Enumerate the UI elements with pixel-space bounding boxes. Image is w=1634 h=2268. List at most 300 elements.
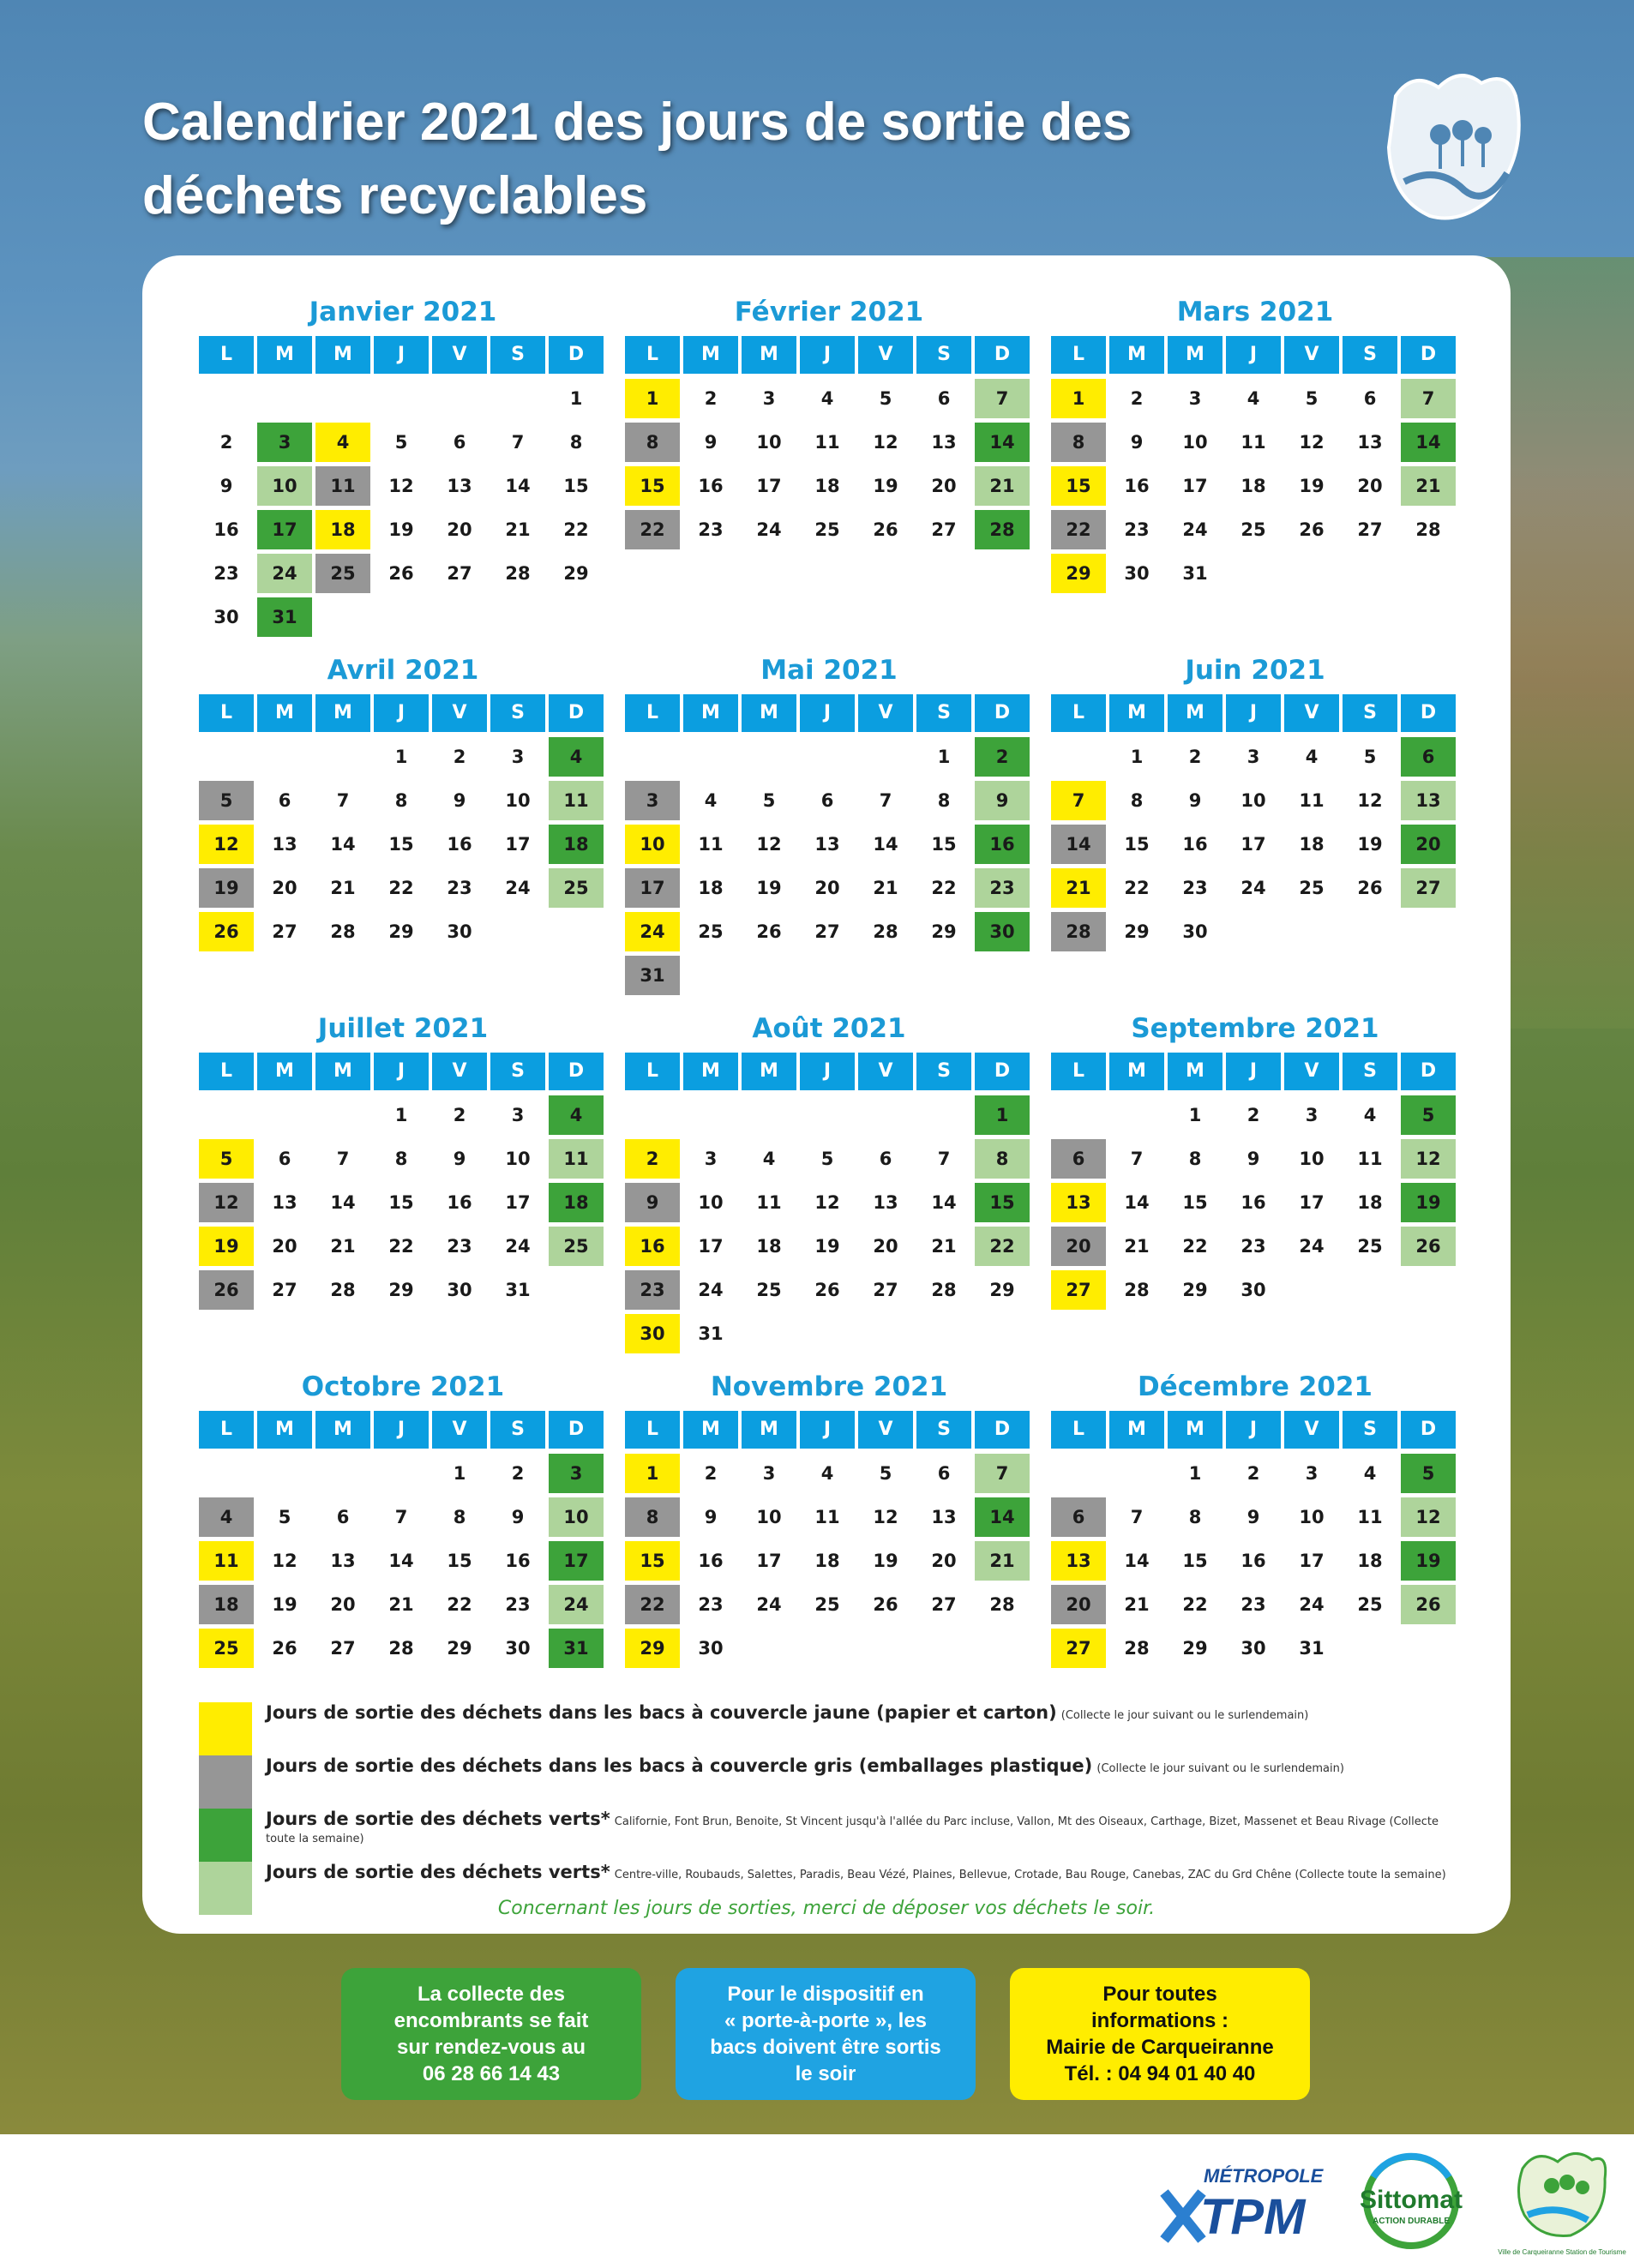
day-cell: 7	[1051, 781, 1106, 820]
day-cell: 24	[1182, 519, 1208, 540]
day-cell: 26	[199, 1270, 254, 1310]
day-cell: 28	[1124, 1280, 1150, 1300]
day-cell: 22	[1182, 1236, 1208, 1257]
legend-item-yellow	[199, 1702, 1459, 1747]
day-cell: 27	[873, 1280, 898, 1300]
weekday-label: M	[742, 1053, 796, 1090]
legend-swatch	[199, 1702, 252, 1755]
weekday-label: S	[490, 336, 545, 374]
day-cell: 2	[511, 1463, 525, 1484]
weekday-label: M	[257, 1053, 312, 1090]
day-cell: 29	[388, 921, 414, 942]
day-cell: 23	[213, 563, 239, 584]
day-cell: 26	[814, 1280, 840, 1300]
day-cell: 13	[1051, 1541, 1106, 1581]
day-cell: 12	[1401, 1497, 1456, 1537]
day-cell: 21	[1401, 466, 1456, 506]
weekday-label: M	[315, 1411, 370, 1449]
weekday-label: S	[1343, 1053, 1397, 1090]
day-cell: 7	[975, 1454, 1030, 1493]
day-cell: 29	[563, 563, 589, 584]
day-cell: 17	[1299, 1192, 1325, 1213]
day-cell: 8	[1051, 423, 1106, 462]
day-cell: 7	[879, 790, 892, 811]
weekday-label: V	[858, 1411, 913, 1449]
weekday-label: V	[432, 336, 487, 374]
day-cell: 8	[453, 1507, 466, 1527]
info-phone[interactable]: Tél. : 04 94 01 40 40	[1064, 2062, 1256, 2085]
day-cell: 25	[199, 1629, 254, 1668]
day-cell: 26	[199, 912, 254, 951]
day-cell: 10	[505, 1149, 531, 1169]
weekday-label: L	[1051, 336, 1106, 374]
weekday-label: S	[1343, 336, 1397, 374]
day-cell: 9	[1188, 790, 1202, 811]
day-cell: 22	[563, 519, 589, 540]
day-cell: 2	[1130, 388, 1144, 409]
day-cell: 28	[330, 921, 356, 942]
day-cell: 30	[447, 1280, 472, 1300]
day-cell: 19	[199, 868, 254, 908]
day-cell: 15	[625, 466, 680, 506]
day-cell: 30	[1182, 921, 1208, 942]
day-cell: 7	[394, 1507, 408, 1527]
day-cell: 14	[931, 1192, 957, 1213]
info-line: encombrants se fait	[393, 2009, 589, 2032]
day-cell: 6	[453, 432, 466, 453]
day-cell: 7	[336, 1149, 350, 1169]
day-cell: 27	[272, 1280, 297, 1300]
day-cell: 22	[975, 1227, 1030, 1266]
day-cell: 24	[756, 1594, 782, 1615]
day-cell: 17	[625, 868, 680, 908]
day-cell: 23	[505, 1594, 531, 1615]
weekday-label: M	[742, 336, 796, 374]
day-cell: 9	[453, 790, 466, 811]
weekday-label: D	[975, 1411, 1030, 1449]
info-box-porte-a-porte	[676, 1968, 976, 2100]
day-cell: 1	[394, 747, 408, 767]
info-line: La collecte des	[417, 1983, 566, 2006]
day-cell: 5	[1305, 388, 1319, 409]
month-calendar	[625, 288, 1033, 549]
day-cell: 26	[1357, 878, 1383, 898]
day-cell: 19	[814, 1236, 840, 1257]
sittomat-logo	[1339, 2150, 1483, 2253]
weekday-label: M	[315, 694, 370, 732]
weekday-header	[1051, 336, 1459, 374]
weekday-label: J	[374, 1053, 429, 1090]
month-calendar	[625, 1005, 1033, 1353]
day-cell: 12	[1401, 1139, 1456, 1179]
day-cell: 13	[1357, 432, 1383, 453]
day-cell: 11	[698, 834, 724, 855]
day-cell: 25	[814, 1594, 840, 1615]
month-title: Novembre 2021	[710, 1371, 948, 1402]
day-cell: 4	[199, 1497, 254, 1537]
day-cell: 18	[1299, 834, 1325, 855]
weekday-label: M	[257, 694, 312, 732]
day-cell: 22	[388, 878, 414, 898]
day-cell: 3	[1305, 1105, 1319, 1125]
day-cell: 15	[563, 476, 589, 496]
weekday-label: L	[199, 336, 254, 374]
day-cell: 18	[549, 825, 604, 864]
weekday-header	[199, 694, 607, 732]
day-cell: 28	[931, 1280, 957, 1300]
day-cell: 23	[1124, 519, 1150, 540]
weekday-label: M	[1168, 336, 1222, 374]
day-cell: 20	[931, 1551, 957, 1571]
day-cell: 6	[1401, 737, 1456, 777]
month-title: Octobre 2021	[301, 1371, 505, 1402]
day-cell: 27	[1401, 868, 1456, 908]
weekday-label: J	[1226, 694, 1281, 732]
day-cell: 26	[873, 519, 898, 540]
day-cell: 5	[1401, 1095, 1456, 1135]
day-cell: 13	[873, 1192, 898, 1213]
weekday-label: V	[858, 694, 913, 732]
month-calendar	[625, 1363, 1033, 1668]
day-cell: 10	[698, 1192, 724, 1213]
day-cell: 14	[330, 1192, 356, 1213]
day-cell: 8	[1188, 1507, 1202, 1527]
day-cell: 24	[505, 1236, 531, 1257]
day-cell: 13	[814, 834, 840, 855]
day-cell: 10	[257, 466, 312, 506]
day-cell: 30	[1241, 1638, 1266, 1659]
day-cell: 10	[756, 432, 782, 453]
day-cell: 6	[879, 1149, 892, 1169]
day-cell: 22	[1051, 510, 1106, 549]
legend-detail: (Collecte le jour suivant ou le surlendemain)	[1060, 1709, 1309, 1722]
days-grid	[199, 1454, 607, 1668]
day-cell: 10	[1241, 790, 1266, 811]
day-cell: 5	[278, 1507, 291, 1527]
month-calendar	[1051, 646, 1459, 951]
day-cell: 20	[447, 519, 472, 540]
info-line: le soir	[795, 2062, 856, 2085]
day-cell: 18	[1241, 476, 1266, 496]
days-grid	[199, 1095, 607, 1310]
legend-swatch	[199, 1755, 252, 1809]
day-cell: 1	[1051, 379, 1106, 418]
day-cell: 15	[1182, 1551, 1208, 1571]
day-cell: 27	[814, 921, 840, 942]
day-cell: 17	[549, 1541, 604, 1581]
day-cell: 14	[1124, 1551, 1150, 1571]
day-cell: 20	[1051, 1585, 1106, 1624]
weekday-label: M	[683, 694, 738, 732]
day-cell: 6	[1363, 388, 1377, 409]
day-cell: 28	[975, 510, 1030, 549]
day-cell: 15	[1124, 834, 1150, 855]
day-cell: 21	[388, 1594, 414, 1615]
day-cell: 21	[975, 466, 1030, 506]
day-cell: 12	[388, 476, 414, 496]
day-cell: 20	[931, 476, 957, 496]
day-cell: 15	[1051, 466, 1106, 506]
day-cell: 5	[762, 790, 776, 811]
day-cell: 16	[698, 1551, 724, 1571]
day-cell: 2	[975, 737, 1030, 777]
days-grid	[1051, 1454, 1459, 1668]
month-title: Mai 2021	[760, 655, 898, 686]
day-cell: 23	[447, 878, 472, 898]
weekday-label: S	[490, 1053, 545, 1090]
day-cell: 3	[511, 747, 525, 767]
month-calendar	[1051, 288, 1459, 593]
day-cell: 19	[1299, 476, 1325, 496]
month-calendar	[1051, 1363, 1459, 1668]
day-cell: 1	[569, 388, 583, 409]
day-cell: 7	[336, 790, 350, 811]
day-cell: 23	[1241, 1236, 1266, 1257]
day-cell: 11	[1299, 790, 1325, 811]
day-cell: 6	[278, 790, 291, 811]
days-grid	[1051, 1095, 1459, 1310]
day-cell: 4	[1247, 388, 1260, 409]
day-cell: 30	[625, 1314, 680, 1353]
day-cell: 2	[1188, 747, 1202, 767]
day-cell: 23	[447, 1236, 472, 1257]
day-cell: 17	[1299, 1551, 1325, 1571]
day-cell: 25	[549, 1227, 604, 1266]
weekday-label: M	[683, 1411, 738, 1449]
weekday-label: D	[975, 1053, 1030, 1090]
weekday-label: V	[1284, 1411, 1339, 1449]
day-cell: 20	[1401, 825, 1456, 864]
day-cell: 1	[937, 747, 951, 767]
day-cell: 28	[1124, 1638, 1150, 1659]
day-cell: 1	[453, 1463, 466, 1484]
evening-note: Concernant les jours de sorties, merci de déposer vos déchets le soir.	[497, 1898, 1156, 1919]
ville-carqueiranne-logo	[1498, 2143, 1626, 2263]
month-title: Janvier 2021	[309, 297, 497, 327]
day-cell: 31	[1182, 563, 1208, 584]
day-cell: 31	[257, 597, 312, 637]
day-cell: 16	[1124, 476, 1150, 496]
day-cell: 3	[257, 423, 312, 462]
weekday-label: D	[1401, 336, 1456, 374]
day-cell: 19	[873, 1551, 898, 1571]
day-cell: 28	[1415, 519, 1441, 540]
day-cell: 15	[975, 1183, 1030, 1222]
day-cell: 4	[1363, 1463, 1377, 1484]
sittomat-sub-text: ACTION DURABLE	[1373, 2217, 1450, 2226]
day-cell: 19	[1357, 834, 1383, 855]
day-cell: 19	[1401, 1541, 1456, 1581]
weekday-label: V	[858, 336, 913, 374]
day-cell: 15	[931, 834, 957, 855]
day-cell: 26	[272, 1638, 297, 1659]
day-cell: 17	[756, 476, 782, 496]
day-cell: 26	[756, 921, 782, 942]
legend-detail: Californie, Font Brun, Benoite, St Vincent jusqu'à l'allée du Parc incluse, Vallon, Mt des Oiseaux, Carthage, Bizet, Massenet et Beau Rivage (Collecte toute la semaine)	[266, 1815, 1439, 1845]
day-cell: 12	[814, 1192, 840, 1213]
day-cell: 11	[814, 432, 840, 453]
day-cell: 20	[272, 1236, 297, 1257]
days-grid	[625, 737, 1033, 995]
weekday-label: V	[432, 1411, 487, 1449]
day-cell: 29	[931, 921, 957, 942]
day-cell: 7	[1401, 379, 1456, 418]
day-cell: 26	[388, 563, 414, 584]
town-emblem-icon	[1379, 62, 1529, 233]
day-cell: 13	[330, 1551, 356, 1571]
info-line: Pour toutes	[1102, 1983, 1217, 2006]
day-cell: 5	[1401, 1454, 1456, 1493]
day-cell: 13	[931, 432, 957, 453]
weekday-label: V	[858, 1053, 913, 1090]
weekday-label: J	[374, 694, 429, 732]
day-cell: 9	[975, 781, 1030, 820]
day-cell: 22	[625, 1585, 680, 1624]
day-cell: 14	[975, 1497, 1030, 1537]
weekday-label: S	[916, 1411, 971, 1449]
day-cell: 8	[975, 1139, 1030, 1179]
day-cell: 13	[931, 1507, 957, 1527]
weekday-label: V	[432, 1053, 487, 1090]
weekday-label: J	[1226, 336, 1281, 374]
day-cell: 24	[1299, 1594, 1325, 1615]
day-cell: 12	[1299, 432, 1325, 453]
weekday-label: D	[975, 336, 1030, 374]
day-cell: 3	[762, 1463, 776, 1484]
day-cell: 12	[199, 825, 254, 864]
weekday-label: D	[549, 1411, 604, 1449]
day-cell: 21	[1051, 868, 1106, 908]
day-cell: 11	[549, 1139, 604, 1179]
legend-label: Jours de sortie des déchets verts*	[266, 1809, 610, 1829]
legend-item-dark-green	[199, 1809, 1459, 1853]
month-calendar	[199, 646, 607, 951]
day-cell: 15	[388, 1192, 414, 1213]
weekday-label: V	[1284, 694, 1339, 732]
day-cell: 21	[330, 878, 356, 898]
weekday-label: M	[683, 1053, 738, 1090]
metropole-tpm-logo	[1159, 2158, 1322, 2244]
weekday-label: L	[625, 1411, 680, 1449]
weekday-label: D	[549, 336, 604, 374]
day-cell: 1	[1188, 1463, 1202, 1484]
day-cell: 29	[625, 1629, 680, 1668]
weekday-header	[625, 1053, 1033, 1090]
day-cell: 1	[1188, 1105, 1202, 1125]
day-cell: 16	[975, 825, 1030, 864]
day-cell: 15	[447, 1551, 472, 1571]
month-calendar	[625, 646, 1033, 995]
day-cell: 14	[1401, 423, 1456, 462]
days-grid	[625, 1454, 1033, 1668]
day-cell: 3	[704, 1149, 718, 1169]
days-grid	[1051, 379, 1459, 593]
day-cell: 30	[213, 607, 239, 627]
day-cell: 18	[814, 476, 840, 496]
day-cell: 20	[272, 878, 297, 898]
day-cell: 5	[879, 388, 892, 409]
day-cell: 23	[625, 1270, 680, 1310]
day-cell: 27	[1051, 1629, 1106, 1668]
day-cell: 24	[625, 912, 680, 951]
weekday-header	[199, 1053, 607, 1090]
ville-text: Ville de Carqueiranne Station de Tourisme	[1498, 2248, 1626, 2256]
day-cell: 28	[505, 563, 531, 584]
day-cell: 8	[937, 790, 951, 811]
day-cell: 25	[315, 554, 370, 593]
day-cell: 10	[625, 825, 680, 864]
day-cell: 11	[315, 466, 370, 506]
day-cell: 16	[625, 1227, 680, 1266]
weekday-label: L	[625, 1053, 680, 1090]
day-cell: 18	[315, 510, 370, 549]
day-cell: 16	[213, 519, 239, 540]
day-cell: 20	[1357, 476, 1383, 496]
day-cell: 29	[1051, 554, 1106, 593]
day-cell: 11	[1357, 1149, 1383, 1169]
day-cell: 17	[505, 1192, 531, 1213]
weekday-label: S	[916, 1053, 971, 1090]
day-cell: 12	[873, 1507, 898, 1527]
day-cell: 26	[1299, 519, 1325, 540]
weekday-header	[199, 336, 607, 374]
day-cell: 9	[453, 1149, 466, 1169]
weekday-label: D	[1401, 1053, 1456, 1090]
day-cell: 30	[447, 921, 472, 942]
day-cell: 18	[756, 1236, 782, 1257]
day-cell: 14	[330, 834, 356, 855]
info-line: « porte-à-porte », les	[724, 2009, 928, 2032]
day-cell: 1	[625, 379, 680, 418]
weekday-label: D	[1401, 694, 1456, 732]
day-cell: 4	[820, 1463, 834, 1484]
day-cell: 2	[704, 1463, 718, 1484]
day-cell: 11	[1241, 432, 1266, 453]
day-cell: 1	[975, 1095, 1030, 1135]
day-cell: 17	[1241, 834, 1266, 855]
day-cell: 13	[447, 476, 472, 496]
weekday-header	[199, 1411, 607, 1449]
day-cell: 31	[505, 1280, 531, 1300]
weekday-label: S	[490, 1411, 545, 1449]
day-cell: 26	[873, 1594, 898, 1615]
day-cell: 28	[989, 1594, 1015, 1615]
weekday-label: L	[1051, 1053, 1106, 1090]
day-cell: 29	[1182, 1280, 1208, 1300]
day-cell: 8	[1188, 1149, 1202, 1169]
day-cell: 5	[199, 1139, 254, 1179]
info-phone[interactable]: 06 28 66 14 43	[422, 2062, 561, 2085]
weekday-label: M	[315, 336, 370, 374]
day-cell: 12	[756, 834, 782, 855]
month-calendar	[199, 1005, 607, 1310]
day-cell: 17	[257, 510, 312, 549]
weekday-label: S	[916, 336, 971, 374]
day-cell: 6	[1051, 1139, 1106, 1179]
day-cell: 28	[330, 1280, 356, 1300]
day-cell: 4	[1305, 747, 1319, 767]
day-cell: 7	[975, 379, 1030, 418]
weekday-label: L	[1051, 694, 1106, 732]
weekday-label: M	[1109, 336, 1164, 374]
day-cell: 11	[199, 1541, 254, 1581]
day-cell: 2	[219, 432, 233, 453]
day-cell: 27	[330, 1638, 356, 1659]
day-cell: 25	[698, 921, 724, 942]
day-cell: 15	[1182, 1192, 1208, 1213]
day-cell: 22	[931, 878, 957, 898]
sittomat-text: Sittomat	[1360, 2186, 1463, 2214]
